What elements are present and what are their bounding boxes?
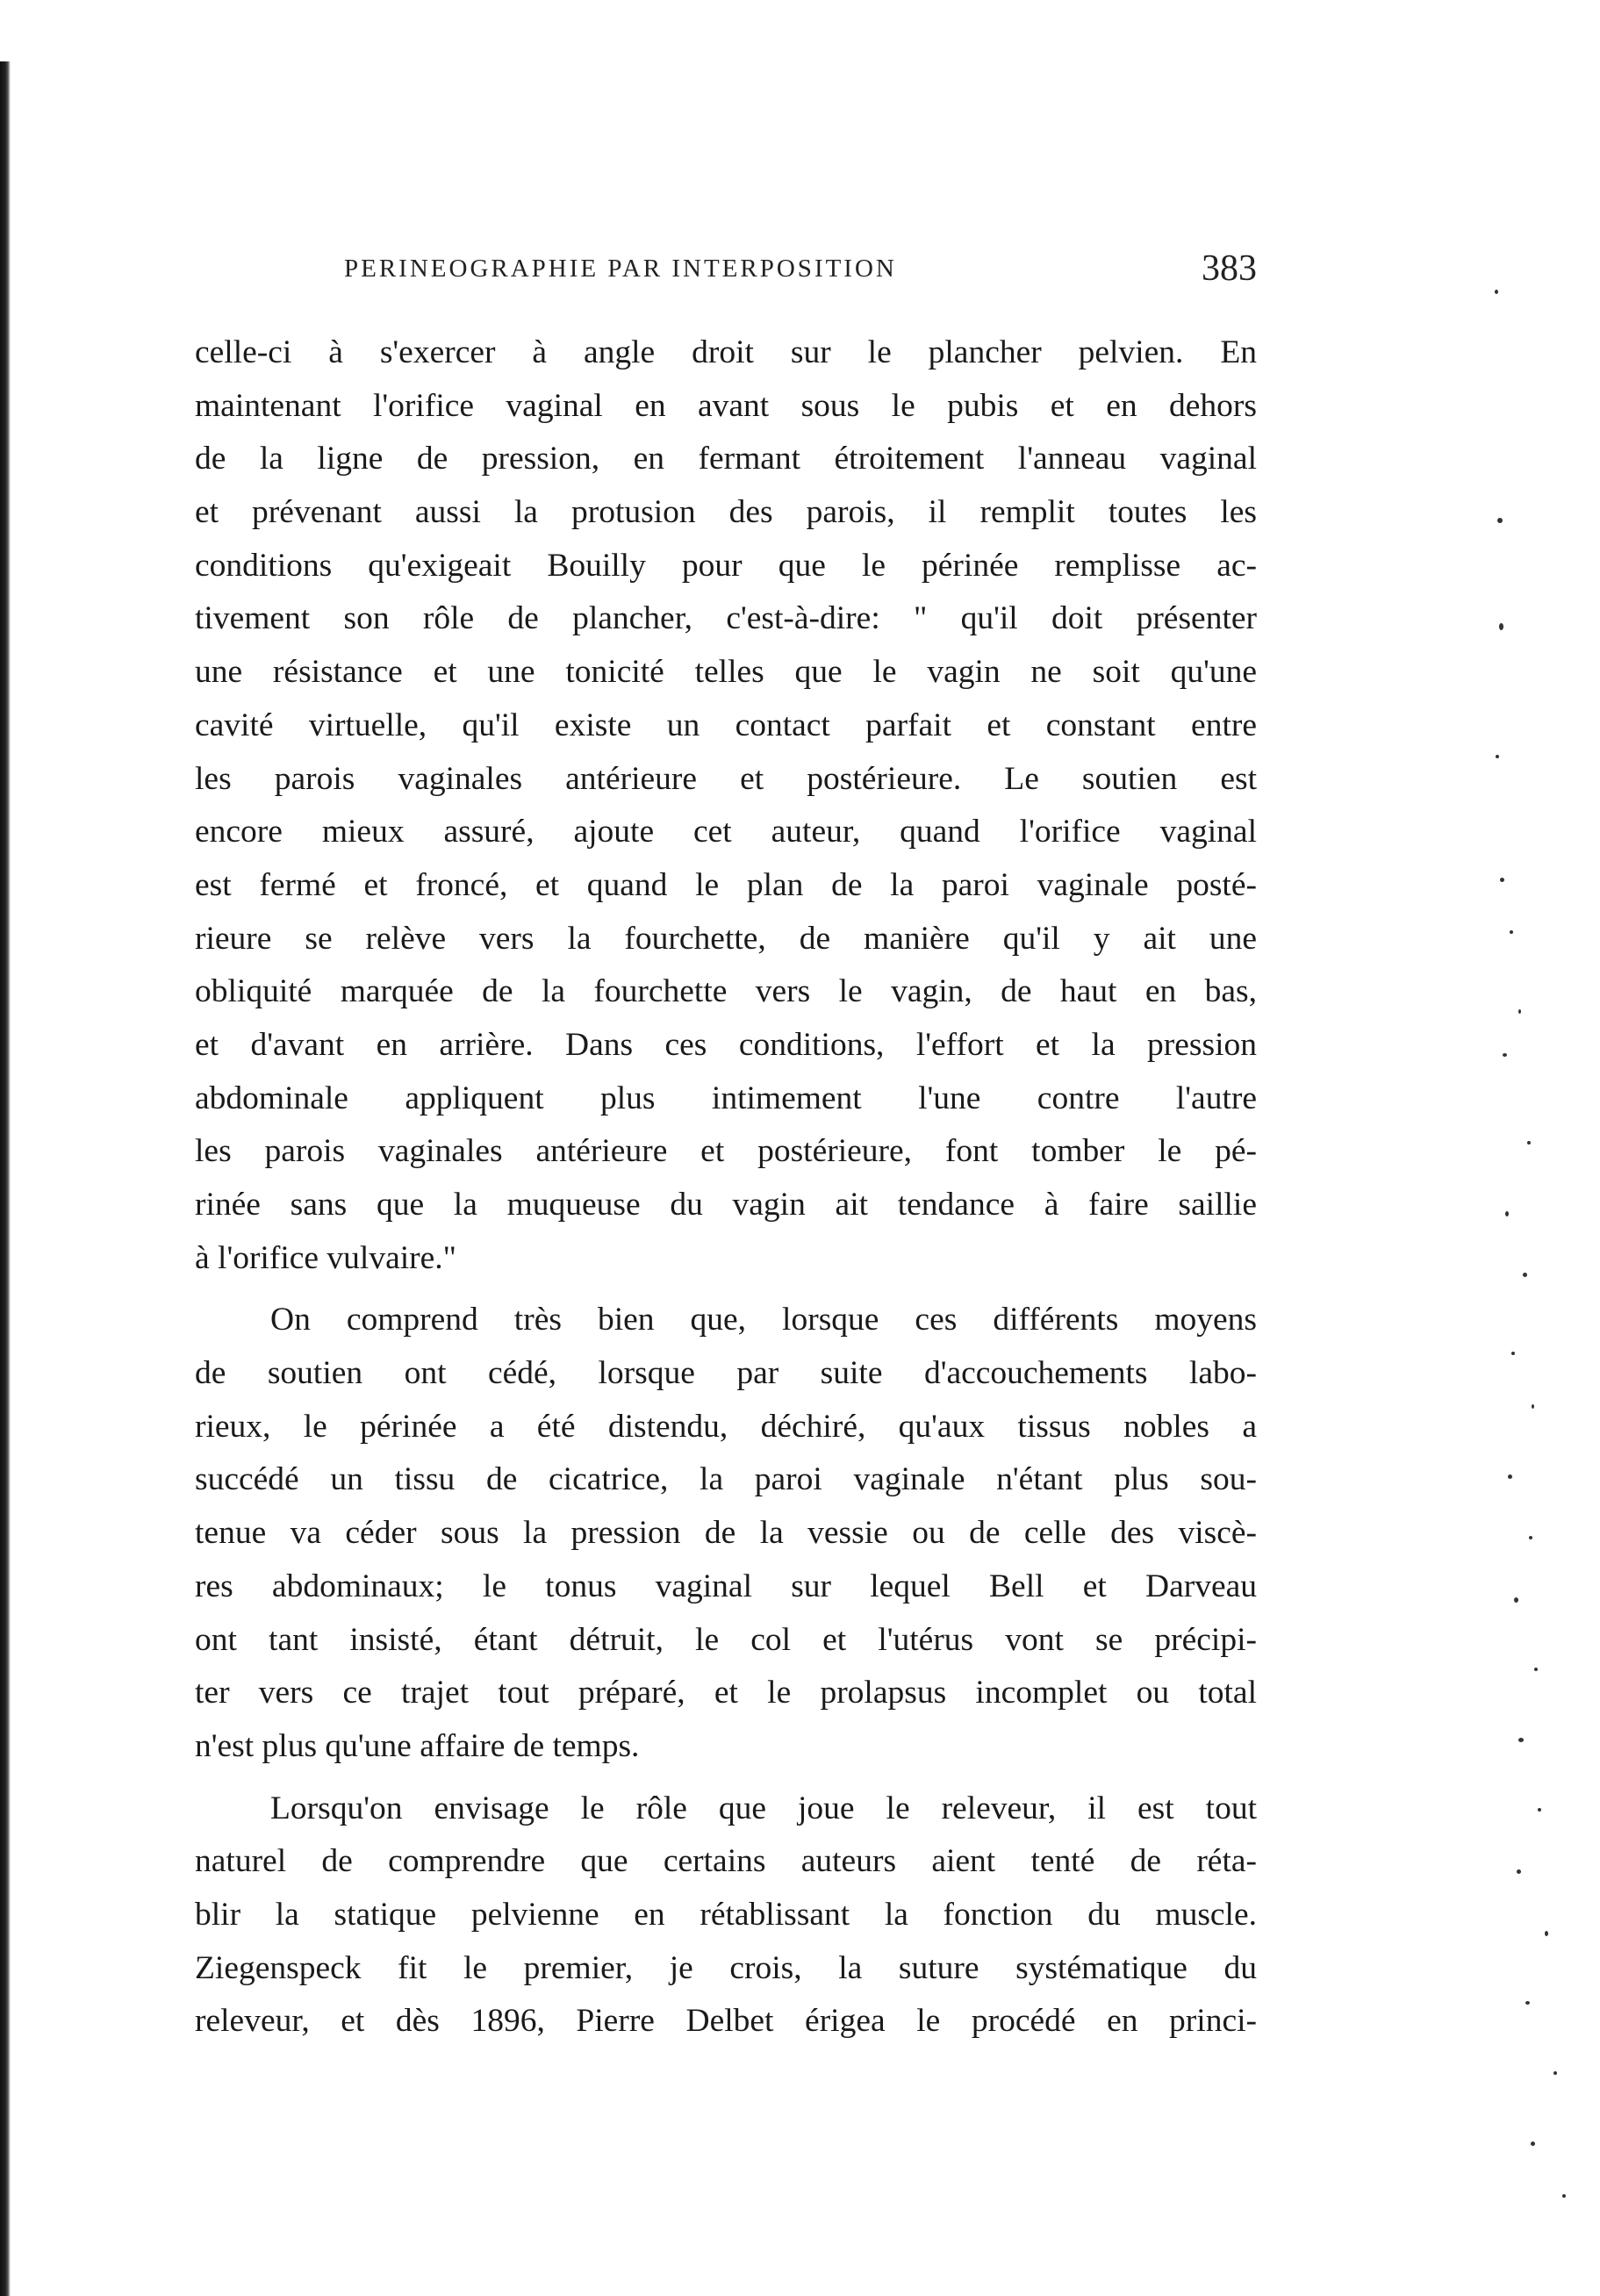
text-line: ter vers ce trajet tout préparé, et le prolapsus incomplet ou total: [195, 1675, 1257, 1711]
text-line: abdominale appliquent plus intimement l'une contre l'autre: [195, 1080, 1257, 1116]
body-text: [195, 326, 1257, 2048]
text-line: cavité virtuelle, qu'il existe un contact parfait et constant entre: [195, 707, 1257, 743]
text-line: est fermé et froncé, et quand le plan de la paroi vaginale posté-: [195, 866, 1257, 903]
speck: [1518, 1738, 1524, 1742]
text-line: une résistance et une tonicité telles que le vagin ne soit qu'une: [195, 654, 1257, 691]
speck: [1500, 878, 1504, 882]
text-line: maintenant l'orifice vaginal en avant sous le pubis et en dehors: [195, 387, 1257, 424]
speck: [1503, 1053, 1507, 1057]
speck: [1514, 1597, 1518, 1603]
text-line: obliquité marquée de la fourchette vers le vagin, de haut en bas,: [195, 973, 1257, 1010]
speck: [1531, 2142, 1535, 2146]
text-line: releveur, et dès 1896, Pierre Delbet érigea le procédé en princi-: [195, 2003, 1257, 2040]
text-line: les parois vaginales antérieure et postérieure, font tomber le pé-: [195, 1133, 1257, 1170]
running-title: PERINEOGRAPHIE PAR INTERPOSITION: [344, 255, 897, 283]
speck: [1523, 1273, 1527, 1277]
text-line: de soutien ont cédé, lorsque par suite d'accouchements labo-: [195, 1355, 1257, 1392]
text-line: à l'orifice vulvaire.": [195, 1239, 456, 1276]
text-line: encore mieux assuré, ajoute cet auteur, quand l'orifice vaginal: [195, 814, 1257, 850]
margin-specks: [1492, 263, 1597, 2264]
text-line: ont tant insisté, étant détruit, le col et l'utérus vont se précipi-: [195, 1621, 1257, 1658]
text-line: celle-ci à s'exercer à angle droit sur le plancher pelvien. En: [195, 334, 1257, 370]
paragraph-gap: [195, 1774, 1257, 1783]
page-number: 383: [1202, 248, 1257, 289]
speck: [1553, 2071, 1557, 2075]
running-head: [195, 248, 1257, 300]
text-line: tenue va céder sous la pression de la vessie ou de celle des viscè-: [195, 1515, 1257, 1552]
text-line: rieux, le périnée a été distendu, déchiré, qu'aux tissus nobles a: [195, 1408, 1257, 1445]
speck: [1527, 1141, 1531, 1144]
text-line: blir la statique pelvienne en rétablissant la fonction du muscle.: [195, 1896, 1257, 1933]
paragraph: [195, 1294, 1257, 1773]
speck: [1517, 1869, 1521, 1874]
speck: [1518, 1009, 1521, 1014]
speck: [1538, 1808, 1541, 1812]
text-line: succédé un tissu de cicatrice, la paroi vaginale n'étant plus sou-: [195, 1461, 1257, 1498]
text-line: conditions qu'exigeait Bouilly pour que le périnée remplisse ac-: [195, 547, 1257, 584]
text-line: On comprend très bien que, lorsque ces différents moyens: [270, 1302, 1257, 1338]
text-line: les parois vaginales antérieure et postérieure. Le soutien est: [195, 760, 1257, 797]
speck: [1525, 2001, 1530, 2005]
speck: [1505, 1211, 1509, 1216]
speck: [1496, 755, 1499, 758]
text-line: Lorsqu'on envisage le rôle que joue le releveur, il est tout: [270, 1790, 1257, 1826]
text-line: de la ligne de pression, en fermant étroitement l'anneau vaginal: [195, 441, 1257, 477]
text-line: et d'avant en arrière. Dans ces conditions, l'effort et la pression: [195, 1026, 1257, 1063]
speck: [1562, 2194, 1566, 2198]
speck: [1511, 1352, 1515, 1355]
binding-edge: [0, 61, 11, 2296]
speck: [1545, 1931, 1548, 1936]
speck: [1495, 290, 1498, 294]
text-line: res abdominaux; le tonus vaginal sur lequel Bell et Darveau: [195, 1568, 1257, 1604]
text-line: et prévenant aussi la protusion des parois, il remplit toutes les: [195, 494, 1257, 531]
text-line: naturel de comprendre que certains auteurs aient tenté de réta-: [195, 1843, 1257, 1880]
text-line: tivement son rôle de plancher, c'est-à-dire: " qu'il doit présenter: [195, 600, 1257, 637]
speck: [1508, 1474, 1512, 1479]
speck: [1510, 930, 1513, 934]
speck: [1534, 1668, 1538, 1671]
text-line: rinée sans que la muqueuse du vagin ait tendance à faire saillie: [195, 1187, 1257, 1223]
speck: [1497, 518, 1503, 523]
text-line: rieure se relève vers la fourchette, de manière qu'il y ait une: [195, 920, 1257, 957]
paragraph: [195, 1783, 1257, 2048]
text-line: Ziegenspeck fit le premier, je crois, la suture systématique du: [195, 1949, 1257, 1986]
speck: [1532, 1404, 1534, 1409]
speck: [1529, 1536, 1532, 1539]
paragraph: [195, 326, 1257, 1285]
speck: [1499, 623, 1503, 630]
text-line: n'est plus qu'une affaire de temps.: [195, 1727, 640, 1764]
paragraph-gap: [195, 1285, 1257, 1294]
